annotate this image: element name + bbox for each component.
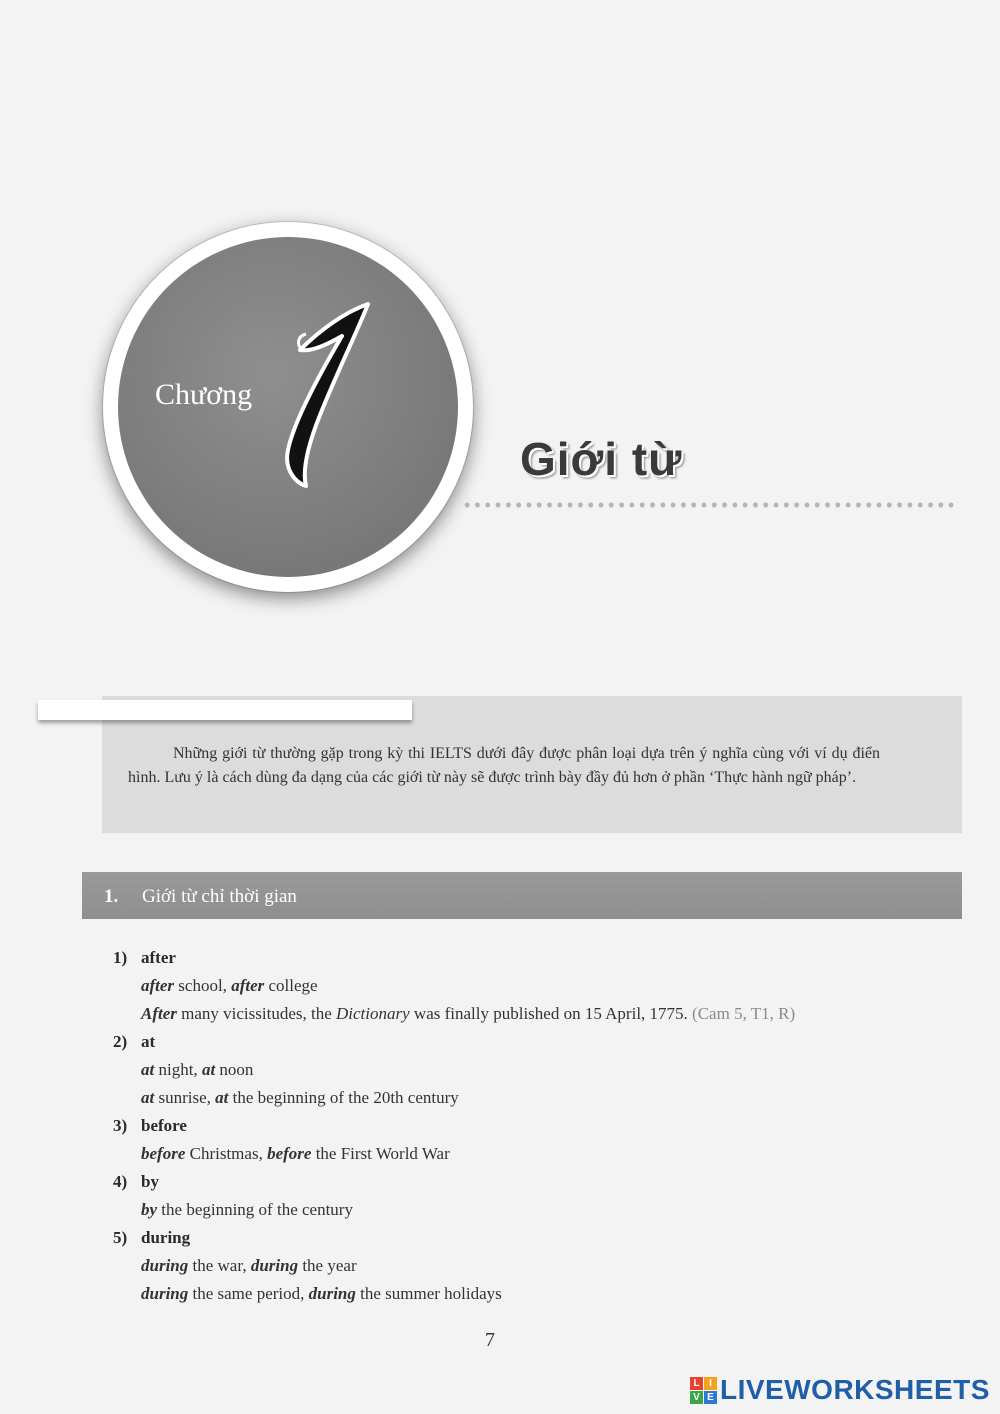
example-line [113,972,913,1000]
logo-tile: E [704,1391,717,1404]
example-text: sunrise, [154,1088,216,1107]
entry-number: 3) [113,1116,128,1135]
entry-number: 1) [113,948,128,967]
example-text: the summer holidays [355,1284,502,1303]
page-number: 7 [485,1329,495,1351]
preposition-highlight: at [201,1060,216,1079]
example-line [113,1280,913,1308]
entry-heading [113,1168,913,1196]
logo-tile: L [690,1377,703,1390]
preposition-highlight: during [141,1284,189,1303]
logo-tile: I [704,1377,717,1390]
example-line [113,1140,913,1168]
preposition-highlight: before [267,1144,312,1163]
example-line [113,1056,913,1084]
example-text: the same period, [188,1284,309,1303]
entry-heading [113,1028,913,1056]
liveworksheets-logo-icon [690,1377,717,1404]
example-line [113,1000,913,1028]
preposition-highlight: at [141,1088,155,1107]
intro-paragraph: Những giới từ thường gặp trong kỳ thi IELTS dưới đây được phân loại dựa trên ý nghĩa cùng với ví dụ điển hình. Lưu ý là cách dùng đa dạng của các giới từ này sẽ được trình bày đầy đủ hơn ở phần ‘Thực hành ngữ pháp’. [128,745,880,786]
dotted-divider [462,501,958,509]
preposition-highlight: during [141,1256,189,1275]
example-text: the beginning of the century [157,1200,353,1219]
preposition-highlight: before [141,1144,186,1163]
entry-number: 4) [113,1172,128,1191]
preposition-highlight: at [141,1060,155,1079]
chapter-label: Chương [155,378,253,411]
preposition-highlight: at [215,1088,229,1107]
entry-heading [113,1224,913,1252]
preposition-highlight: after [141,976,175,995]
preposition-highlight: by [141,1200,158,1219]
entry-word: during [141,1228,191,1247]
watermark-text: LIVEWORKSHEETS [720,1374,990,1405]
example-line [113,1084,913,1112]
example-text: the year [298,1256,357,1275]
entry-heading [113,1112,913,1140]
example-line [113,1196,913,1224]
chapter-number-glyph [240,290,390,500]
example-text: the First World War [311,1144,450,1163]
logo-tile: V [690,1391,703,1404]
source-citation: (Cam 5, T1, R) [692,1004,796,1023]
entry-word: before [141,1116,187,1135]
preposition-highlight: after [231,976,265,995]
example-text: college [264,976,318,995]
example-text: was finally published on 15 April, 1775. [409,1004,693,1023]
intro-box-tab [38,700,412,720]
example-text: night, [154,1060,202,1079]
example-text: the war, [188,1256,251,1275]
entry-number: 2) [113,1032,128,1051]
chapter-title: Giới từ [520,433,683,485]
example-text: noon [215,1060,254,1079]
example-text: school, [174,976,232,995]
preposition-highlight: during [250,1256,299,1275]
entry-number: 5) [113,1228,128,1247]
entry-word: after [141,948,176,967]
section-title: Giới từ chỉ thời gian [142,886,297,907]
example-text: many vicissitudes, the [176,1004,337,1023]
example-text: Christmas, [185,1144,268,1163]
example-text: the beginning of the 20th century [228,1088,459,1107]
preposition-list [113,944,913,1308]
preposition-highlight: during [308,1284,356,1303]
entry-heading [113,944,913,972]
preposition-highlight: After [141,1004,177,1023]
example-line [113,1252,913,1280]
entry-word: at [141,1032,156,1051]
section-number: 1. [104,886,119,907]
entry-word: by [141,1172,159,1191]
italic-term: Dictionary [336,1004,410,1023]
